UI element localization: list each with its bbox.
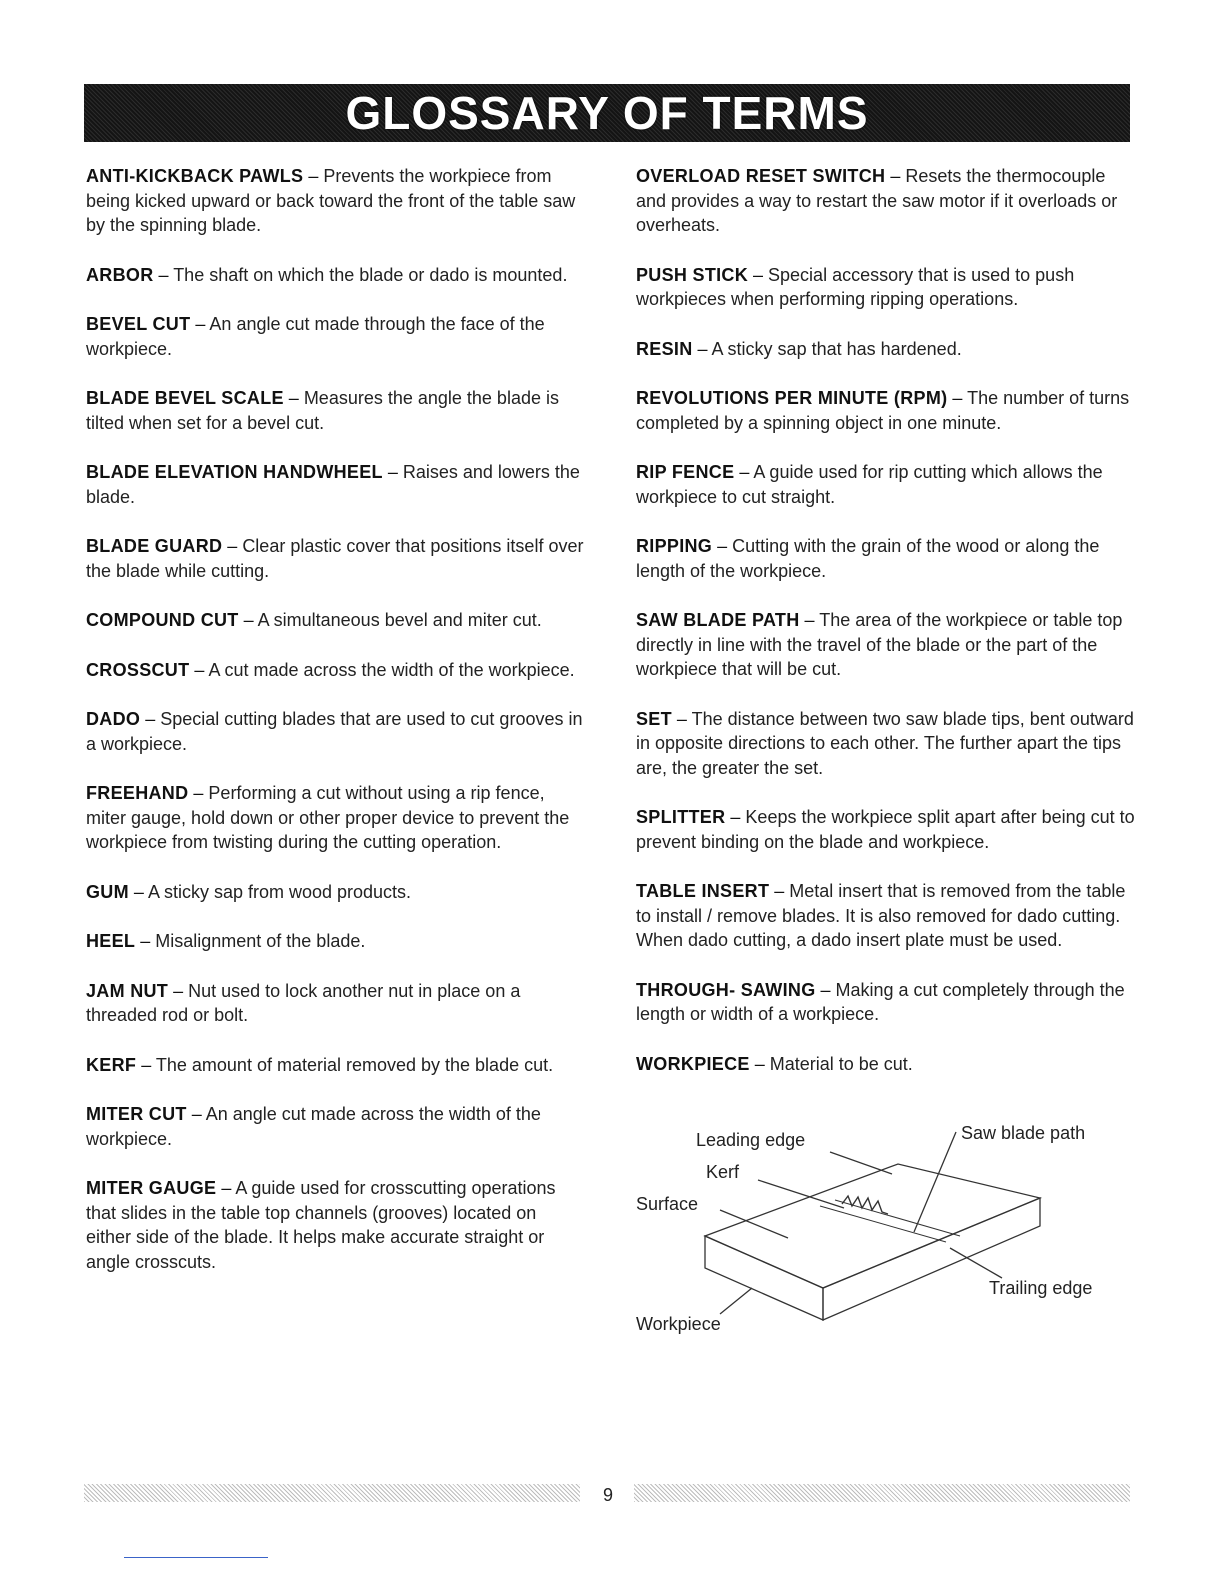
glossary-definition: Misalignment of the blade. xyxy=(155,931,366,951)
page-title: GLOSSARY OF TERMS xyxy=(345,87,869,139)
glossary-entry: RIPPING – Cutting with the grain of the wood or along the length of the workpiece. xyxy=(636,536,1100,581)
glossary-term: BLADE GUARD xyxy=(86,536,223,556)
glossary-term: THROUGH- SAWING xyxy=(636,979,816,1000)
glossary-entry: BLADE GUARD – Clear plastic cover that positions itself over the blade while cutting. xyxy=(86,536,584,581)
board-front-face xyxy=(705,1236,823,1320)
glossary-definition: A simultaneous bevel and miter cut. xyxy=(257,610,542,630)
label-saw-blade-path: Saw blade path xyxy=(961,1123,1086,1143)
glossary-entry: PUSH STICK – Special accessory that is used to push workpieces when performing ripping operations. xyxy=(636,264,1075,309)
glossary-term: MITER GAUGE xyxy=(86,1178,217,1198)
glossary-definition: A sticky sap from wood products. xyxy=(147,881,412,902)
glossary-entry: SAW BLADE PATH – The area of the workpiece or table top directly in line with the travel of the blade or the part of the workpiece that will be cut. xyxy=(636,610,1123,679)
glossary-definition: Performing a cut without using a rip fence, miter gauge, hold down or other proper device to prevent the workpiece from twisting during the cutting operation. xyxy=(86,783,570,852)
glossary-term: REVOLUTIONS PER MINUTE (RPM) xyxy=(636,388,948,408)
glossary-entry: MITER CUT – An angle cut made across the width of the workpiece. xyxy=(86,1104,541,1149)
glossary-entry: BEVEL CUT – An angle cut made through the face of the workpiece. xyxy=(86,314,545,359)
label-kerf: Kerf xyxy=(706,1162,740,1182)
glossary-entry: THROUGH- SAWING – Making a cut completely through the length or width of a workpiece. xyxy=(636,979,1125,1024)
glossary-entry: FREEHAND – Performing a cut without using a rip fence, miter gauge, hold down or other proper device to prevent the workpiece from twisting during the cutting operation. xyxy=(86,783,570,852)
glossary-definition: Special accessory that is used to push workpieces when performing ripping operations. xyxy=(636,264,1075,309)
leader-workpiece xyxy=(720,1288,752,1314)
glossary-term: DADO xyxy=(86,709,141,729)
glossary-entry: OVERLOAD RESET SWITCH – Resets the thermocouple and provides a way to restart the saw motor if it overloads or overheats. xyxy=(636,166,1118,235)
glossary-definition: Cutting with the grain of the wood or along the length of the workpiece. xyxy=(636,536,1100,581)
leader-leading-edge xyxy=(830,1152,892,1174)
glossary-entry: BLADE ELEVATION HANDWHEEL – Raises and lowers the blade. xyxy=(86,462,580,507)
leader-trailing-edge xyxy=(950,1248,1002,1278)
footer-bar-right xyxy=(634,1484,1130,1502)
glossary-definition: Resets the thermocouple and provides a way to restart the saw motor if it overloads or overheats. xyxy=(636,166,1118,235)
glossary-term: BEVEL CUT xyxy=(86,314,191,334)
glossary-definition: A cut made across the width of the workpiece. xyxy=(208,659,575,680)
glossary-definition: Metal insert that is removed from the table to install / remove blades. It is also removed for dado cutting. When dado cutting, a dado insert plate must be used. xyxy=(636,881,1126,950)
glossary-definition: Special cutting blades that are used to cut grooves in a workpiece. xyxy=(86,709,583,754)
glossary-entry: KERF – The amount of material removed by the blade cut. xyxy=(86,1054,554,1075)
page-number: 9 xyxy=(602,1485,613,1505)
glossary-entry: REVOLUTIONS PER MINUTE (RPM) – The number of turns completed by a spinning object in one minute. xyxy=(636,388,1130,433)
glossary-term: SPLITTER xyxy=(636,807,726,827)
glossary-definition: A guide used for crosscutting operations that slides in the table top channels (grooves) located on either side of the blade. It helps make accurate straight or angle crosscuts. xyxy=(86,1178,556,1272)
glossary-definition: Making a cut completely through the length or width of a workpiece. xyxy=(636,979,1125,1024)
glossary-entry: DADO – Special cutting blades that are used to cut grooves in a workpiece. xyxy=(86,709,583,754)
glossary-definition: The area of the workpiece or table top directly in line with the travel of the blade or the part of the workpiece that will be cut. xyxy=(636,610,1123,679)
glossary-entry: SPLITTER – Keeps the workpiece split apart after being cut to prevent binding on the blade and workpiece. xyxy=(636,807,1135,852)
title-banner xyxy=(84,84,1130,142)
glossary-term: GUM xyxy=(86,881,129,902)
glossary-entry: WORKPIECE – Material to be cut. xyxy=(636,1053,913,1074)
glossary-entry: HEEL – Misalignment of the blade. xyxy=(86,931,366,951)
glossary-definition: The distance between two saw blade tips, bent outward in opposite directions to each other. The further apart the tips are, the greater the set. xyxy=(636,708,1134,778)
glossary-term: HEEL xyxy=(86,931,136,951)
blade-path-line-1 xyxy=(820,1206,946,1242)
glossary-entry: COMPOUND CUT – A simultaneous bevel and miter cut. xyxy=(86,610,542,630)
glossary-term: JAM NUT xyxy=(86,980,169,1001)
glossary-definition: The number of turns completed by a spinning object in one minute. xyxy=(636,388,1130,433)
glossary-entry: JAM NUT – Nut used to lock another nut in place on a threaded rod or bolt. xyxy=(86,980,521,1025)
blade-path-line-2 xyxy=(835,1200,960,1236)
glossary-term: TABLE INSERT xyxy=(636,881,770,901)
glossary-term: RIP FENCE xyxy=(636,462,735,482)
footer-bar-left xyxy=(84,1484,580,1502)
glossary-definition: An angle cut made across the width of the workpiece. xyxy=(86,1104,541,1149)
glossary-entry: CROSSCUT – A cut made across the width of the workpiece. xyxy=(86,659,575,680)
label-workpiece: Workpiece xyxy=(636,1314,721,1334)
glossary-entry: GUM – A sticky sap from wood products. xyxy=(86,881,412,902)
glossary-entry: SET – The distance between two saw blade tips, bent outward in opposite directions to each other. The further apart the tips are, the greater the set. xyxy=(636,708,1134,778)
glossary-term: KERF xyxy=(86,1054,137,1075)
glossary-entry: ARBOR – The shaft on which the blade or dado is mounted. xyxy=(86,264,568,285)
workpiece-diagram xyxy=(630,1118,1130,1348)
leader-kerf xyxy=(758,1180,844,1208)
glossary-term: PUSH STICK xyxy=(636,264,749,285)
glossary-definition: An angle cut made through the face of the workpiece. xyxy=(86,314,545,359)
right-column xyxy=(636,164,1136,1076)
glossary-entry: RESIN – A sticky sap that has hardened. xyxy=(636,338,962,359)
glossary-term: ARBOR xyxy=(86,264,154,285)
glossary-term: RESIN xyxy=(636,338,693,359)
glossary-entry: RIP FENCE – A guide used for rip cutting which allows the workpiece to cut straight. xyxy=(636,462,1103,507)
leader-surface xyxy=(720,1210,788,1238)
glossary-term: FREEHAND xyxy=(86,783,189,803)
glossary-definition: A guide used for rip cutting which allows the workpiece to cut straight. xyxy=(636,462,1103,507)
glossary-entry: ANTI-KICKBACK PAWLS – Prevents the workpiece from being kicked upward or back toward the front of the table saw by the spinning blade. xyxy=(86,166,576,235)
glossary-term: SET xyxy=(636,708,672,729)
left-column xyxy=(86,164,586,1274)
glossary-entry: MITER GAUGE – A guide used for crosscutting operations that slides in the table top channels (grooves) located on either side of the blade. It helps make accurate straight or angle crosscuts. xyxy=(86,1178,556,1272)
glossary-term: SAW BLADE PATH xyxy=(636,610,800,630)
glossary-term: COMPOUND CUT xyxy=(86,610,239,630)
glossary-definition: A sticky sap that has hardened. xyxy=(711,338,962,359)
board-top-face xyxy=(705,1164,1040,1288)
glossary-term: MITER CUT xyxy=(86,1104,187,1124)
glossary-definition: Raises and lowers the blade. xyxy=(86,462,580,507)
glossary-term: BLADE ELEVATION HANDWHEEL xyxy=(86,462,383,482)
glossary-definition: Material to be cut. xyxy=(769,1053,913,1074)
glossary-definition: The shaft on which the blade or dado is mounted. xyxy=(173,264,568,285)
kerf-teeth xyxy=(842,1196,888,1214)
glossary-definition: Keeps the workpiece split apart after being cut to prevent binding on the blade and workpiece. xyxy=(636,807,1135,852)
label-leading-edge: Leading edge xyxy=(696,1130,806,1150)
glossary-definition: Clear plastic cover that positions itself over the blade while cutting. xyxy=(86,536,584,581)
glossary-definition: Measures the angle the blade is tilted when set for a bevel cut. xyxy=(86,388,559,433)
glossary-definition: Prevents the workpiece from being kicked upward or back toward the front of the table saw by the spinning blade. xyxy=(86,166,576,235)
glossary-term: ANTI-KICKBACK PAWLS xyxy=(86,166,304,186)
glossary-definition: The amount of material removed by the blade cut. xyxy=(155,1054,554,1075)
scan-artifact-line xyxy=(124,1557,268,1558)
glossary-term: BLADE BEVEL SCALE xyxy=(86,388,284,408)
glossary-definition: Nut used to lock another nut in place on a threaded rod or bolt. xyxy=(86,980,521,1025)
label-surface: Surface xyxy=(636,1194,699,1214)
label-trailing-edge: Trailing edge xyxy=(989,1278,1093,1298)
glossary-entry: TABLE INSERT – Metal insert that is removed from the table to install / remove blades. It is also removed for dado cutting. When dado cutting, a dado insert plate must be used. xyxy=(636,881,1126,950)
glossary-term: RIPPING xyxy=(636,536,713,556)
leader-saw-blade-path xyxy=(914,1132,956,1232)
glossary-term: OVERLOAD RESET SWITCH xyxy=(636,166,886,186)
glossary-term: WORKPIECE xyxy=(636,1053,750,1074)
glossary-term: CROSSCUT xyxy=(86,659,190,680)
glossary-entry: BLADE BEVEL SCALE – Measures the angle the blade is tilted when set for a bevel cut. xyxy=(86,388,559,433)
